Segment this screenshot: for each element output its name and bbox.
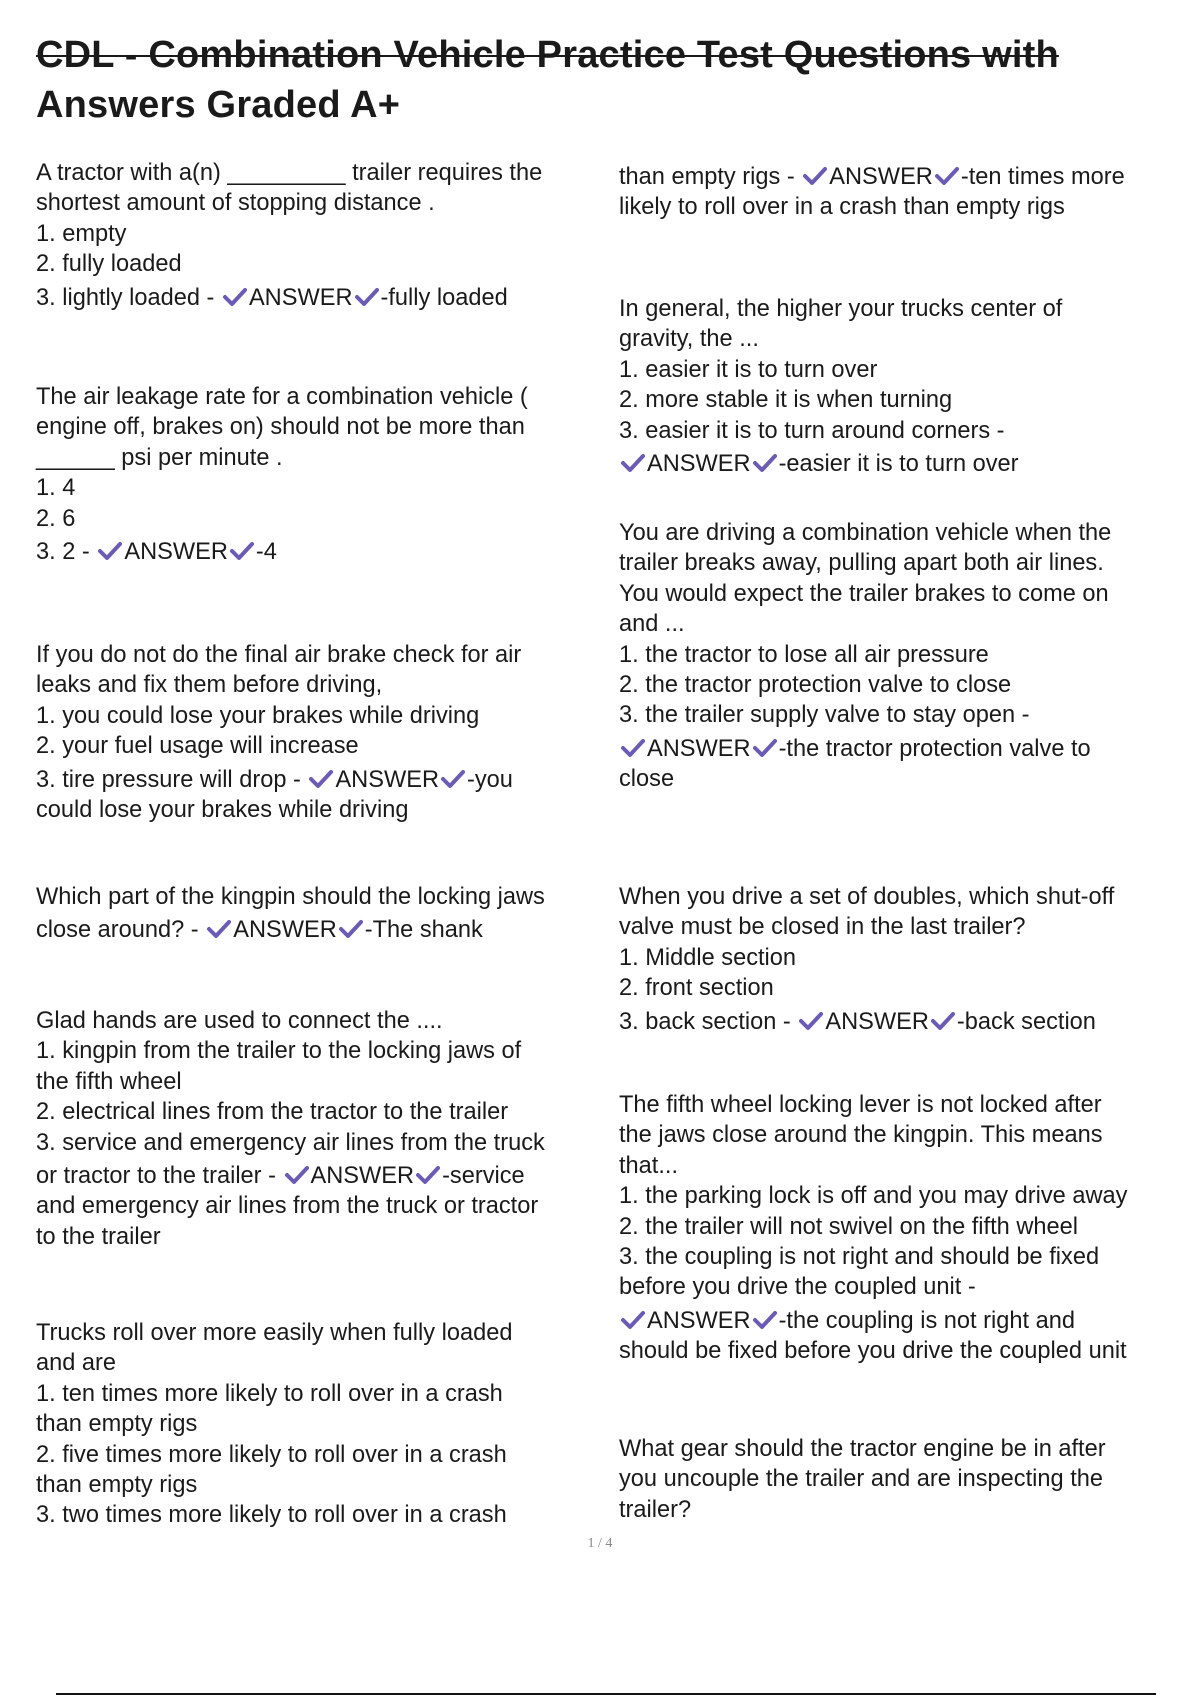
option: 2. more stable it is when turning: [619, 387, 953, 414]
question-9: [619, 882, 1114, 1037]
question-text: Trucks roll over more easily when fully loaded: [36, 1320, 513, 1346]
option: 1. kingpin from the trailer to the locking jaws of: [36, 1038, 522, 1065]
check-icon: [930, 1011, 956, 1031]
option: or tractor to the trailer -: [36, 1163, 276, 1190]
option: 2. fully loaded: [36, 251, 182, 278]
question-text: If you do not do the final air brake check for air: [36, 642, 522, 668]
check-icon: [308, 769, 334, 789]
answer-text: -fully loaded: [380, 284, 508, 311]
check-icon: [752, 453, 778, 473]
option: 3. the coupling is not right and should be fixed: [619, 1244, 1100, 1271]
answer-text: -service: [442, 1163, 525, 1190]
answer-line: [619, 449, 1062, 479]
question-6: [36, 1318, 512, 1531]
option: 3. service and emergency air lines from the truck: [36, 1129, 545, 1156]
question-text: valve must be closed in the last trailer?: [619, 914, 1026, 941]
option: 2. electrical lines from the tractor to the trailer: [36, 1099, 509, 1126]
answer-label: ANSWER: [825, 1008, 929, 1035]
answer-label: ANSWER: [647, 1307, 751, 1334]
answer-line: [619, 1007, 1114, 1037]
answer-label: ANSWER: [124, 539, 228, 566]
option: the fifth wheel: [36, 1068, 182, 1095]
check-icon: [620, 738, 646, 758]
title-line-1: CDL - Combination Vehicle Practice Test Questions with: [36, 34, 1059, 76]
option: 1. 4: [36, 475, 76, 502]
option: 2. the trailer will not swivel on the fifth wheel: [619, 1213, 1078, 1240]
answer-text: could lose your brakes while driving: [36, 797, 409, 824]
option: 1. you could lose your brakes while driving: [36, 702, 480, 729]
option: 3. lightly loaded -: [36, 284, 215, 311]
question-text: engine off, brakes on) should not be more than: [36, 414, 525, 441]
option: 3. two times more likely to roll over in a crash: [36, 1502, 507, 1529]
option: 3. back section -: [619, 1008, 791, 1035]
question-5: [36, 1006, 545, 1252]
question-text: that...: [619, 1152, 679, 1179]
question-text: and ...: [619, 611, 685, 638]
option: 2. your fuel usage will increase: [36, 733, 359, 760]
document-title: [36, 30, 1176, 130]
question-4: [36, 882, 545, 946]
check-icon: [229, 541, 255, 561]
answer-label: ANSWER: [647, 735, 751, 762]
question-text: leaks and fix them before driving,: [36, 672, 383, 699]
option: 1. empty: [36, 220, 127, 247]
question-10: [619, 1090, 1127, 1367]
answer-line: [619, 1306, 1127, 1336]
answer-text: -The shank: [364, 917, 483, 944]
question-text: In general, the higher your trucks center of: [619, 296, 1063, 322]
option: 2. 6: [36, 505, 76, 532]
option: 3. 2 -: [36, 539, 90, 566]
question-text: You are driving a combination vehicle when the: [619, 520, 1112, 546]
option: 3. easier it is to turn around corners -: [619, 417, 1005, 444]
question-6-continued: [619, 162, 1125, 223]
footer-divider: [56, 1693, 1156, 1695]
question-text: What gear should the tractor engine be in after: [619, 1436, 1106, 1462]
answer-text: to the trailer: [36, 1223, 161, 1250]
option: than empty rigs: [36, 1411, 198, 1438]
answer-line: [36, 1161, 545, 1191]
answer-label: ANSWER: [647, 451, 751, 478]
answer-text: -the tractor protection valve to: [778, 735, 1091, 762]
title-line-2: Answers Graded A+: [36, 84, 401, 126]
question-1: [36, 158, 542, 313]
answer-text: and emergency air lines from the truck or tractor: [36, 1193, 539, 1220]
check-icon: [222, 287, 248, 307]
answer-line: [36, 765, 521, 795]
check-icon: [97, 541, 123, 561]
question-7: [619, 294, 1062, 479]
check-icon: [354, 287, 380, 307]
check-icon: [798, 1011, 824, 1031]
answer-label: ANSWER: [310, 1163, 415, 1190]
question-text: the jaws close around the kingpin. This means: [619, 1122, 1103, 1149]
check-icon: [620, 453, 646, 473]
question-text: A tractor with a(n) _________ trailer requires the: [36, 160, 543, 186]
check-icon: [752, 738, 778, 758]
question-8: [619, 518, 1111, 795]
option: 2. five times more likely to roll over in a crash: [36, 1441, 507, 1468]
answer-label: ANSWER: [233, 917, 337, 944]
answer-text: -back section: [956, 1008, 1096, 1035]
question-text: Glad hands are used to connect the ....: [36, 1008, 443, 1034]
check-icon: [415, 1165, 441, 1185]
option: than empty rigs: [36, 1472, 198, 1499]
option: 1. the parking lock is off and you may drive away: [619, 1183, 1128, 1210]
option: than empty rigs -: [619, 164, 795, 190]
check-icon: [440, 769, 466, 789]
option: 1. the tractor to lose all air pressure: [619, 641, 989, 668]
option: 1. Middle section: [619, 944, 797, 971]
answer-line: [619, 734, 1111, 764]
question-text: close around? -: [36, 917, 199, 944]
question-text: The fifth wheel locking lever is not locked after: [619, 1092, 1102, 1118]
answer-text: -4: [255, 539, 277, 566]
option: before you drive the coupled unit -: [619, 1274, 976, 1301]
answer-text: close: [619, 766, 675, 793]
answer-label: ANSWER: [248, 284, 353, 311]
question-text: You would expect the trailer brakes to come on: [619, 580, 1109, 607]
page-number: 1 / 4: [587, 1536, 613, 1551]
question-11: [619, 1434, 1106, 1525]
answer-text: -the coupling is not right and: [778, 1307, 1075, 1334]
answer-text: -ten times more: [960, 164, 1125, 190]
check-icon: [802, 166, 828, 186]
question-text: trailer?: [619, 1496, 692, 1523]
check-icon: [338, 919, 364, 939]
check-icon: [284, 1165, 310, 1185]
check-icon: [620, 1310, 646, 1330]
question-3: [36, 640, 521, 825]
answer-label: ANSWER: [335, 766, 439, 793]
question-text: trailer breaks away, pulling apart both air lines.: [619, 550, 1104, 577]
answer-line: [36, 915, 545, 945]
check-icon: [752, 1310, 778, 1330]
answer-text: likely to roll over in a crash than empty rigs: [619, 194, 1065, 221]
question-text: gravity, the ...: [619, 326, 759, 353]
answer-text: -easier it is to turn over: [778, 451, 1019, 478]
question-text: ______ psi per minute .: [36, 444, 283, 471]
answer-label: ANSWER: [829, 164, 933, 190]
question-text: and are: [36, 1350, 117, 1377]
option: 2. the tractor protection valve to close: [619, 672, 1012, 699]
option: 2. front section: [619, 975, 774, 1002]
question-text: you uncouple the trailer and are inspecting the: [619, 1466, 1103, 1493]
option: 3. the trailer supply valve to stay open -: [619, 702, 1030, 729]
question-2: [36, 382, 528, 567]
check-icon: [934, 166, 960, 186]
option: 1. ten times more likely to roll over in a crash: [36, 1380, 503, 1407]
answer-line: [36, 283, 542, 313]
question-text: The air leakage rate for a combination vehicle (: [36, 384, 528, 410]
answer-text: should be fixed before you drive the coupled unit: [619, 1338, 1127, 1365]
option: 1. easier it is to turn over: [619, 356, 878, 383]
answer-text: -you: [467, 766, 513, 793]
question-text: When you drive a set of doubles, which shut-off: [619, 884, 1115, 910]
question-text: Which part of the kingpin should the locking jaws: [36, 884, 545, 910]
answer-line: [36, 537, 528, 567]
answer-line: [619, 162, 1125, 192]
option: 3. tire pressure will drop -: [36, 766, 301, 793]
check-icon: [206, 919, 232, 939]
question-text: shortest amount of stopping distance .: [36, 190, 435, 217]
